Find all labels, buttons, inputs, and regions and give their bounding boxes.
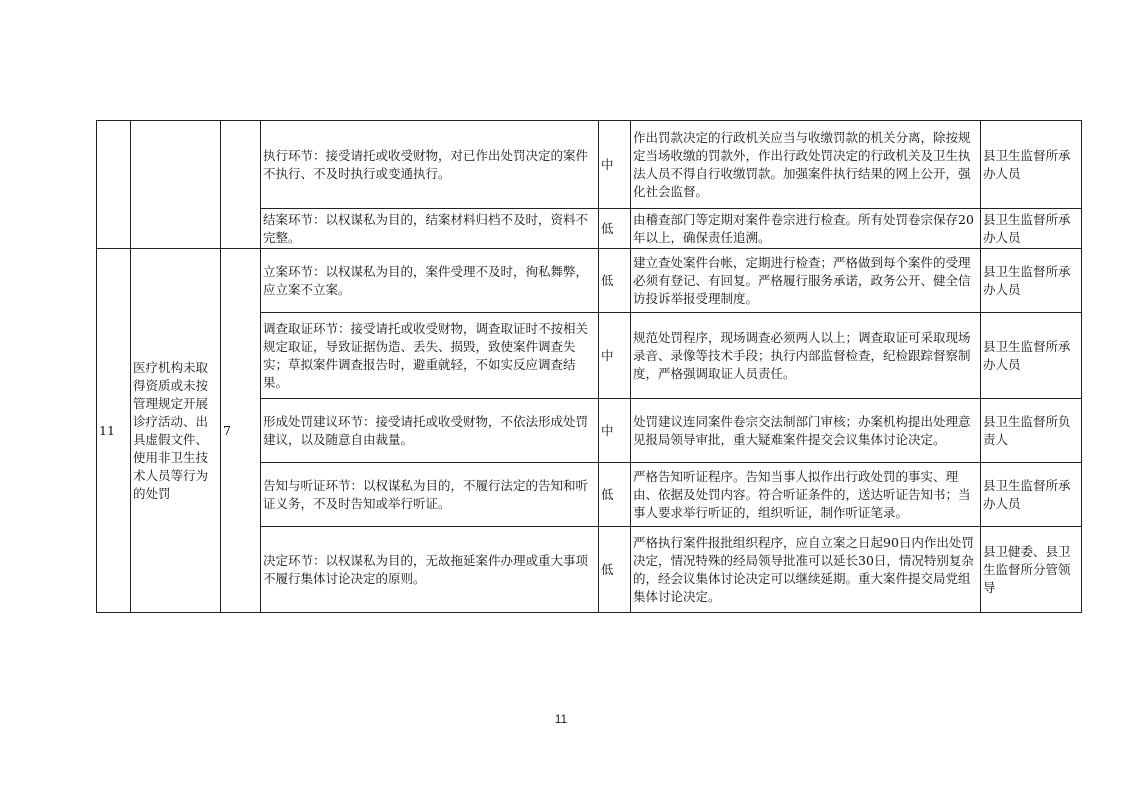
segment-cell: 调查取证环节：接受请托或收受财物，调查取证时不按相关规定取证，导致证据伪造、丢失、损毁，致使案件调查失实；草拟案件调查报告时，避重就轻，不如实反应调查结果。 (261, 313, 599, 399)
segment-cell: 执行环节：接受请托或收受财物，对已作出处罚决定的案件不执行、不及时执行或变通执行。 (261, 121, 599, 209)
risk-level-cell: 低 (599, 527, 631, 613)
responsible-cell: 县卫生监督所承办人员 (981, 313, 1082, 399)
seq-cell: 11 (97, 249, 131, 613)
item-cell: 医疗机构未取得资质或未按管理规定开展诊疗活动、出具虚假文件、使用非卫生技术人员等行为的处罚 (131, 249, 221, 613)
risk-level-cell: 中 (599, 121, 631, 209)
segment-cell: 结案环节：以权谋私为目的，结案材料归档不及时，资料不完整。 (261, 209, 599, 249)
measure-cell: 建立查处案件台帐，定期进行检查；严格做到每个案件的受理必须有登记、有回复。严格履行服务承诺，政务公开、健全信访投诉举报受理制度。 (631, 249, 981, 313)
measure-cell: 严格执行案件报批组织程序，应自立案之日起90日内作出处罚决定，情况特殊的经局领导批准可以延长30日，情况特别复杂的，经会议集体讨论决定可以继续延期。重大案件提交局党组集体讨论决定。 (631, 527, 981, 613)
measure-cell: 作出罚款决定的行政机关应当与收缴罚款的机关分离，除按规定当场收缴的罚款外，作出行政处罚决定的行政机关及卫生执法人员不得自行收缴罚款。加强案件执行结果的网上公开，强化社会监督。 (631, 121, 981, 209)
measure-cell: 严格告知听证程序。告知当事人拟作出行政处罚的事实、理由、依据及处罚内容。符合听证条件的，送达听证告知书；当事人要求举行听证的，组织听证，制作听证笔录。 (631, 463, 981, 527)
count-cell: 7 (221, 249, 261, 613)
risk-level-cell: 低 (599, 463, 631, 527)
risk-level-cell: 中 (599, 399, 631, 463)
responsible-cell: 县卫生监督所承办人员 (981, 209, 1082, 249)
table-row (97, 121, 1082, 209)
responsible-cell: 县卫生监督所承办人员 (981, 121, 1082, 209)
responsible-cell: 县卫生监督所负责人 (981, 399, 1082, 463)
responsible-cell: 县卫健委、县卫生监督所分管领导 (981, 527, 1082, 613)
count-cell (221, 121, 261, 249)
segment-cell: 决定环节：以权谋私为目的，无故拖延案件办理或重大事项不履行集体讨论决定的原则。 (261, 527, 599, 613)
risk-level-cell: 低 (599, 249, 631, 313)
item-cell (131, 121, 221, 249)
responsible-cell: 县卫生监督所承办人员 (981, 249, 1082, 313)
measure-cell: 规范处罚程序，现场调查必须两人以上；调查取证可采取现场录音、录像等技术手段；执行内部监督检查，纪检跟踪督察制度，严格强调取证人员责任。 (631, 313, 981, 399)
measure-cell: 处罚建议连同案件卷宗交法制部门审核；办案机构提出处理意见报局领导审批，重大疑难案件提交会议集体讨论决定。 (631, 399, 981, 463)
segment-cell: 告知与听证环节：以权谋私为目的，不履行法定的告知和听证义务，不及时告知或举行听证。 (261, 463, 599, 527)
measure-cell: 由稽查部门等定期对案件卷宗进行检查。所有处罚卷宗保存20年以上，确保责任追溯。 (631, 209, 981, 249)
table-row (97, 249, 1082, 313)
segment-cell: 立案环节：以权谋私为目的，案件受理不及时，徇私舞弊，应立案不立案。 (261, 249, 599, 313)
risk-level-cell: 低 (599, 209, 631, 249)
risk-level-cell: 中 (599, 313, 631, 399)
risk-table (96, 120, 1082, 613)
responsible-cell: 县卫生监督所承办人员 (981, 463, 1082, 527)
seq-cell (97, 121, 131, 249)
page-number: 11 (554, 712, 568, 726)
segment-cell: 形成处罚建议环节：接受请托或收受财物，不依法形成处罚建议，以及随意自由裁量。 (261, 399, 599, 463)
